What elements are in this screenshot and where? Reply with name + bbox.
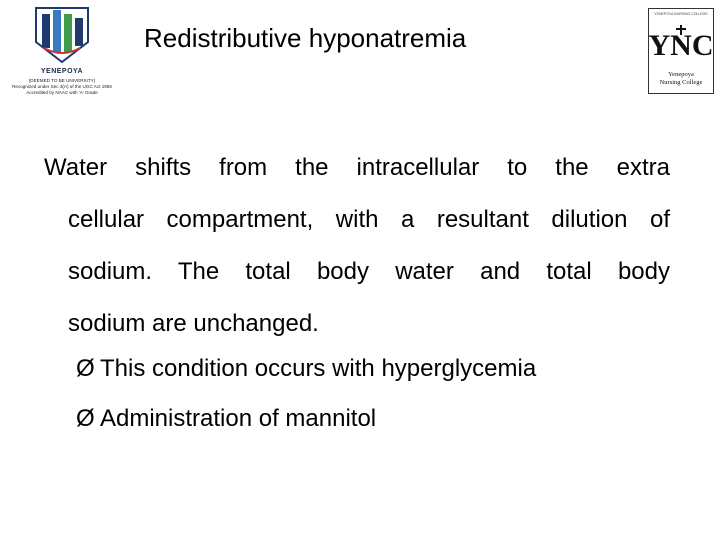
body-paragraph — [44, 142, 670, 350]
bullet-item — [76, 344, 536, 394]
university-name: YENEPOYA — [40, 68, 84, 75]
paragraph-line: cellular compartment, with a resultant dilution of — [68, 206, 670, 233]
yenepoya-university-logo — [4, 2, 120, 108]
logo-tagline: YENEPOYA NURSING COLLEGE — [654, 12, 708, 16]
logo-line-2: Recognized under Sec 3(A) of the UGC Act 1956 — [12, 84, 112, 89]
bullet-text: This condition occurs with hyperglycemia — [100, 355, 537, 382]
shield-emblem-icon — [32, 4, 92, 66]
paragraph-line: Water shifts from the intracellular to the extra — [44, 154, 670, 181]
paragraph-line: sodium are unchanged. — [68, 310, 319, 337]
paragraph-line: sodium. The total body water and total body — [68, 258, 670, 285]
college-name-line-1: Yenepoya — [668, 71, 694, 78]
logo-line-1: (DEEMED TO BE UNIVERSITY) — [28, 78, 96, 83]
arrow-bullet-icon: Ø — [76, 355, 95, 382]
arrow-bullet-icon: Ø — [76, 405, 95, 432]
svg-text:YNC: YNC — [648, 29, 714, 62]
yenepoya-nursing-college-logo — [648, 8, 714, 94]
bullet-item — [76, 394, 536, 444]
college-name-line-2: Nursing College — [659, 79, 703, 86]
ync-monogram-icon — [648, 23, 714, 63]
bullet-text: Administration of mannitol — [100, 405, 377, 432]
bullet-list — [76, 344, 536, 444]
logo-line-3: Accredited by NAAC with 'A' Grade — [26, 90, 98, 95]
slide-title: Redistributive hyponatremia — [144, 23, 467, 53]
